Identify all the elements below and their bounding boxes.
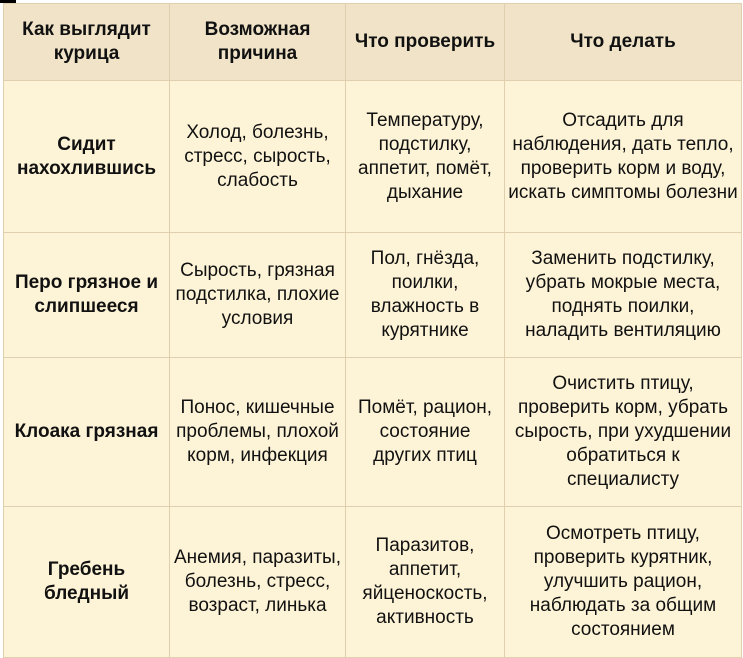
row-check: Помёт, рацион, состояние других птиц (346, 358, 505, 507)
row-sign: Клоака грязная (4, 358, 170, 507)
table-row (4, 233, 742, 358)
row-cause: Понос, кишечные проблемы, плохой корм, инфекция (170, 358, 346, 507)
row-cause: Холод, болезнь, стресс, сырость, слабость (170, 81, 346, 233)
row-check: Паразитов, аппетит, яйценоскость, активность (346, 507, 505, 658)
row-sign: Перо грязное и слипшееся (4, 233, 170, 358)
chicken-health-table (3, 3, 742, 658)
header-appearance: Как выглядит курица (4, 4, 170, 81)
row-cause: Анемия, паразиты, болезнь, стресс, возраст, линька (170, 507, 346, 658)
row-action: Осмотреть птицу, проверить курятник, улучшить рацион, наблюдать за общим состоянием (505, 507, 742, 658)
table-row (4, 358, 742, 507)
row-action: Заменить подстилку, убрать мокрые места, поднять поилки, наладить вентиляцию (505, 233, 742, 358)
row-action: Очистить птицу, проверить корм, убрать сырость, при ухудшении обратиться к специалисту (505, 358, 742, 507)
header-what-to-do: Что делать (505, 4, 742, 81)
row-check: Температуру, подстилку, аппетит, помёт, дыхание (346, 81, 505, 233)
header-what-to-check: Что проверить (346, 4, 505, 81)
row-check: Пол, гнёзда, поилки, влажность в курятнике (346, 233, 505, 358)
row-action: Отсадить для наблюдения, дать тепло, проверить корм и воду, искать симптомы болезни (505, 81, 742, 233)
table-row (4, 507, 742, 658)
table-row (4, 81, 742, 233)
row-sign: Гребень бледный (4, 507, 170, 658)
header-possible-cause: Возможная причина (170, 4, 346, 81)
row-cause: Сырость, грязная подстилка, плохие условия (170, 233, 346, 358)
header-row (4, 4, 742, 81)
row-sign: Сидит нахохлившись (4, 81, 170, 233)
